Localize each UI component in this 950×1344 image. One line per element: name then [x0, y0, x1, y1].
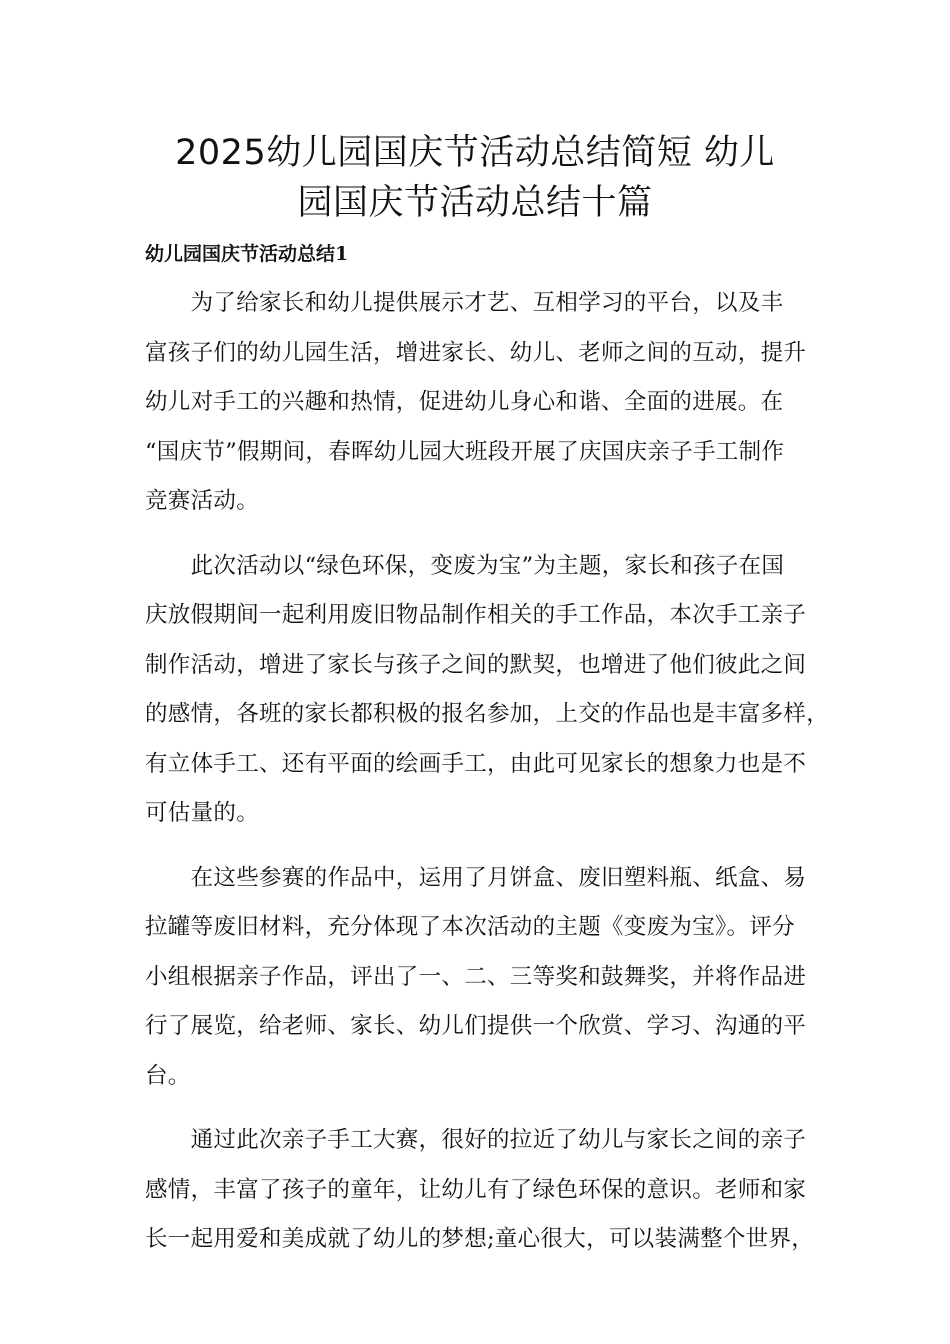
paragraph-3: [145, 858, 835, 1106]
text-line: 的感情，各班的家长都积极的报名参加，上交的作品也是丰富多样，: [145, 701, 830, 727]
text-line: 长一起用爱和美成就了幼儿的梦想;童心很大，可以装满整个世界，: [145, 1226, 815, 1252]
paragraph-2: [145, 546, 835, 843]
title-line: 园国庆节活动总结十篇: [297, 183, 653, 223]
text-line: 有立体手工、还有平面的绘画手工，由此可见家长的想象力也是不: [145, 750, 807, 777]
document-body: [145, 283, 835, 1284]
text-line: 在这些参赛的作品中，运用了月饼盒、废旧塑料瓶、纸盒、易: [145, 864, 807, 891]
text-line: 小组根据亲子作品，评出了一、二、三等奖和鼓舞奖，并将作品进: [145, 963, 807, 990]
text-line: 竞赛活动。: [145, 488, 260, 514]
text-line: 行了展览，给老师、家长、幼儿们提供一个欣赏、学习、沟通的平: [145, 1013, 807, 1039]
text-line: 拉罐等废旧材料，充分体现了本次活动的主题《变废为宝》。评分: [145, 914, 795, 940]
text-line: 制作活动，增进了家长与孩子之间的默契，也增进了他们彼此之间: [145, 651, 807, 678]
paragraph-1: [145, 283, 835, 531]
text-line: 台。: [145, 1062, 191, 1089]
text-line: 通过此次亲子手工大赛，很好的拉近了幼儿与家长之间的亲子: [145, 1127, 807, 1153]
text-line: 幼儿对手工的兴趣和热情，促进幼儿身心和谐、全面的进展。在: [145, 389, 784, 415]
text-line: 为了给家长和幼儿提供展示才艺、互相学习的平台，以及丰: [145, 290, 784, 316]
text-line: 此次活动以“绿色环保，变废为宝”为主题，家长和孩子在国: [145, 552, 785, 579]
text-line: “国庆节”假期间，春晖幼儿园大班段开展了庆国庆亲子手工制作: [145, 438, 785, 465]
paragraph-4: [145, 1120, 835, 1269]
text-line: 庆放假期间一起利用废旧物品制作相关的手工作品，本次手工亲子: [145, 602, 807, 628]
text-line: 可估量的。: [145, 800, 260, 826]
page-title: [120, 128, 830, 228]
section-heading: 幼儿园国庆节活动总结1: [145, 243, 349, 265]
text-line: 富孩子们的幼儿园生活，增进家长、幼儿、老师之间的互动，提升: [145, 339, 807, 366]
title-line: 2025幼儿园国庆节活动总结简短 幼儿: [175, 133, 775, 173]
text-line: 感情，丰富了孩子的童年，让幼儿有了绿色环保的意识。老师和家: [145, 1176, 807, 1203]
